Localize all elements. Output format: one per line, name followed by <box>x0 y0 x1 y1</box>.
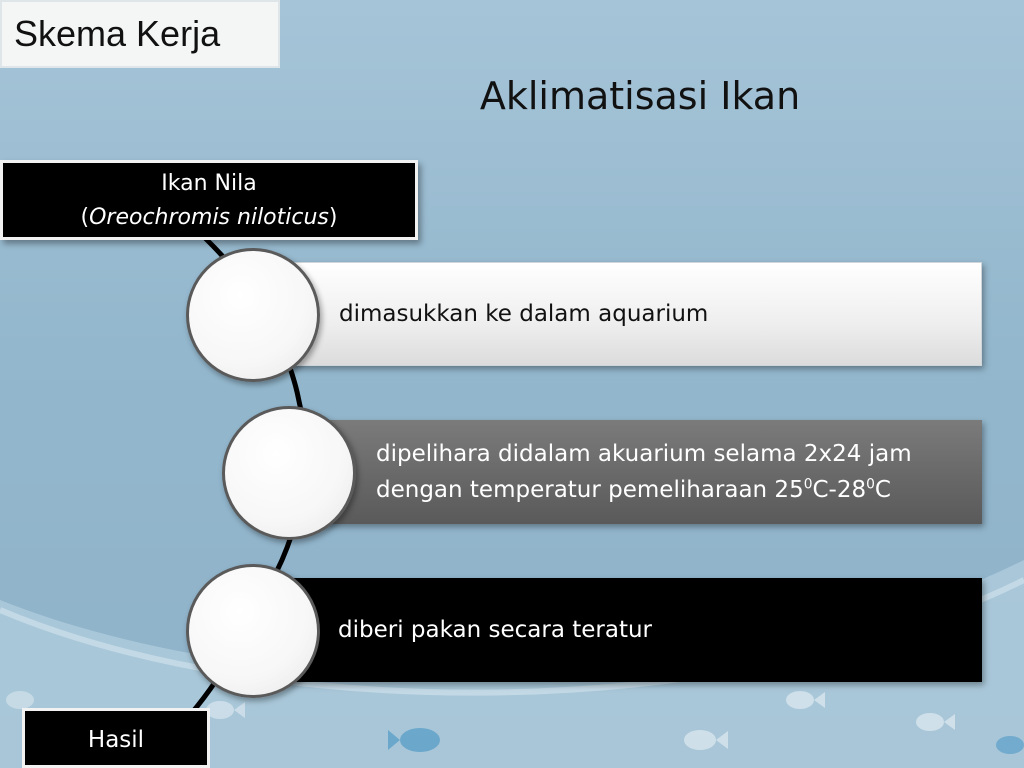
step-3-text: diberi pakan secara teratur <box>338 617 652 643</box>
paren-open: ( <box>80 205 90 230</box>
step-1-text: dimasukkan ke dalam aquarium <box>339 301 709 327</box>
start-name: Ikan Nila <box>161 171 257 196</box>
step-1-bar <box>268 262 982 366</box>
fish-icon <box>6 691 34 709</box>
paren-close: ) <box>328 205 338 230</box>
step-2-bar <box>268 420 982 524</box>
fish-icon <box>996 736 1024 754</box>
step-3-bar <box>268 578 982 682</box>
step-2-line-1: dipelihara didalam akuarium selama 2x24 jam <box>376 441 912 467</box>
section-tag <box>0 0 280 68</box>
slide-title: Aklimatisasi Ikan <box>479 74 801 118</box>
step-3-circle <box>186 564 320 698</box>
end-label: Hasil <box>87 727 145 753</box>
start-box <box>0 160 418 240</box>
section-tag-text: Skema Kerja <box>14 13 221 54</box>
step-1-circle <box>186 248 320 382</box>
end-box <box>22 708 210 768</box>
start-scientific <box>3 201 415 235</box>
step-2-line-2: dengan temperatur pemeliharaan $25^0C-28^0C$ <box>376 476 891 503</box>
scientific-name: Oreochromis niloticus <box>89 205 329 230</box>
step-2-circle <box>222 406 356 540</box>
